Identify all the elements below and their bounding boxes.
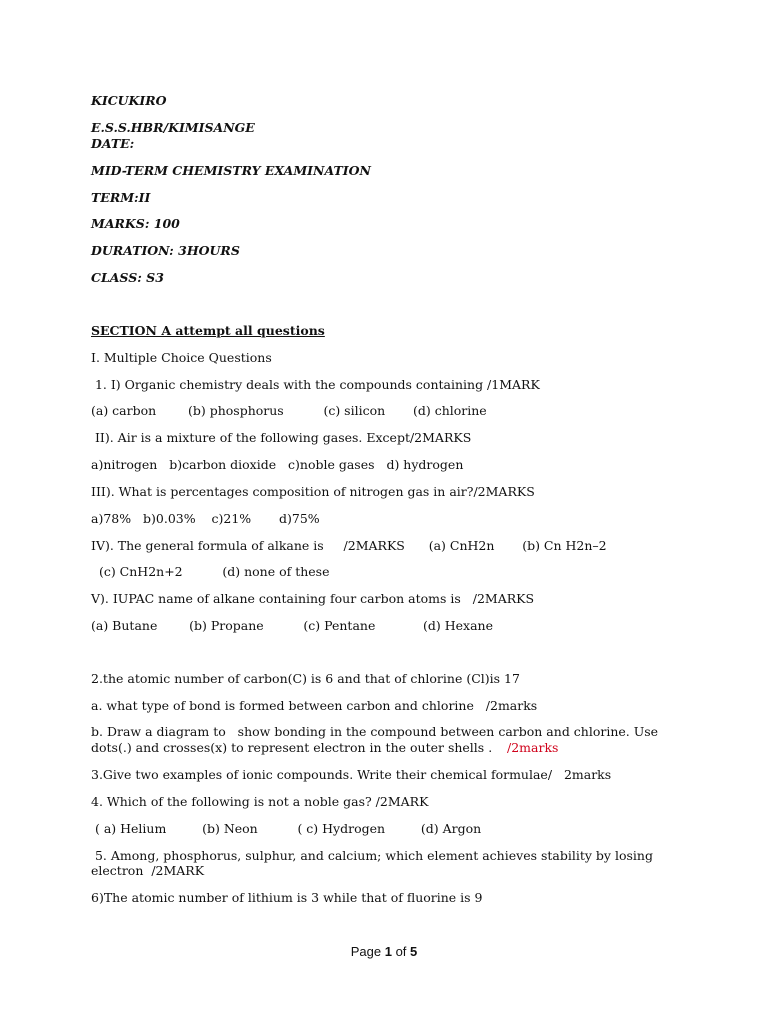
question-1-v: V). IUPAC name of alkane containing four carbon atoms is /2MARKS (91, 591, 535, 606)
question-2-b-line1: b. Draw a diagram to show bonding in the compound between carbon and chlorine. Use (91, 724, 659, 739)
duration: DURATION: 3HOURS (91, 243, 240, 258)
class: CLASS: S3 (91, 270, 164, 285)
question-1-ii-options: a)nitrogen b)carbon dioxide c)noble gases d) hydrogen (91, 457, 464, 472)
question-4: 4. Which of the following is not a noble gas? /2MARK (91, 794, 429, 809)
question-6: 6)The atomic number of lithium is 3 while that of fluorine is 9 (91, 890, 483, 905)
question-1-iv: IV). The general formula of alkane is /2MARKS (a) CnH2n (b) Cn H2n–2 (91, 538, 607, 553)
of-word: of (391, 944, 411, 959)
question-4-options: ( a) Helium (b) Neon ( c) Hydrogen (d) Argon (91, 821, 482, 836)
term: TERM:II (91, 190, 151, 205)
question-5-line1: 5. Among, phosphorus, sulphur, and calcium; which element achieves stability by losing (91, 848, 653, 863)
question-2-b-marks: /2marks (507, 740, 559, 755)
question-1-i-options: (a) carbon (b) phosphorus (c) silicon (d) chlorine (91, 403, 487, 418)
page-current: 1 (384, 944, 392, 959)
question-1-iv-options: (c) CnH2n+2 (d) none of these (91, 564, 330, 579)
question-2: 2.the atomic number of carbon(C) is 6 and that of chlorine (Cl)is 17 (91, 671, 520, 686)
school-name: E.S.S.HBR/KIMISANGE (91, 120, 255, 135)
question-1-iii-options: a)78% b)0.03% c)21% d)75% (91, 511, 320, 526)
section-a-title: SECTION A attempt all questions (91, 323, 325, 338)
school-district: KICUKIRO (91, 93, 167, 108)
question-2-b-line2: dots(.) and crosses(x) to represent electron in the outer shells . (91, 740, 493, 755)
page-footer (0, 944, 768, 959)
question-1-iii: III). What is percentages composition of nitrogen gas in air?/2MARKS (91, 484, 535, 499)
question-1-i: 1. I) Organic chemistry deals with the compounds containing /1MARK (91, 377, 540, 392)
question-3: 3.Give two examples of ionic compounds. Write their chemical formulae/ 2marks (91, 767, 612, 782)
question-1-v-options: (a) Butane (b) Propane (c) Pentane (d) Hexane (91, 618, 494, 633)
question-1-ii: II). Air is a mixture of the following gases. Except/2MARKS (91, 430, 472, 445)
part-title: I. Multiple Choice Questions (91, 350, 272, 365)
marks: MARKS: 100 (91, 216, 180, 231)
page-total: 5 (410, 944, 418, 959)
date-label: DATE: (91, 136, 135, 151)
question-2-a: a. what type of bond is formed between carbon and chlorine /2marks (91, 698, 538, 713)
exam-title: MID-TERM CHEMISTRY EXAMINATION (91, 163, 371, 178)
page-word: Page (350, 944, 385, 959)
question-5-line2: electron /2MARK (91, 863, 205, 878)
